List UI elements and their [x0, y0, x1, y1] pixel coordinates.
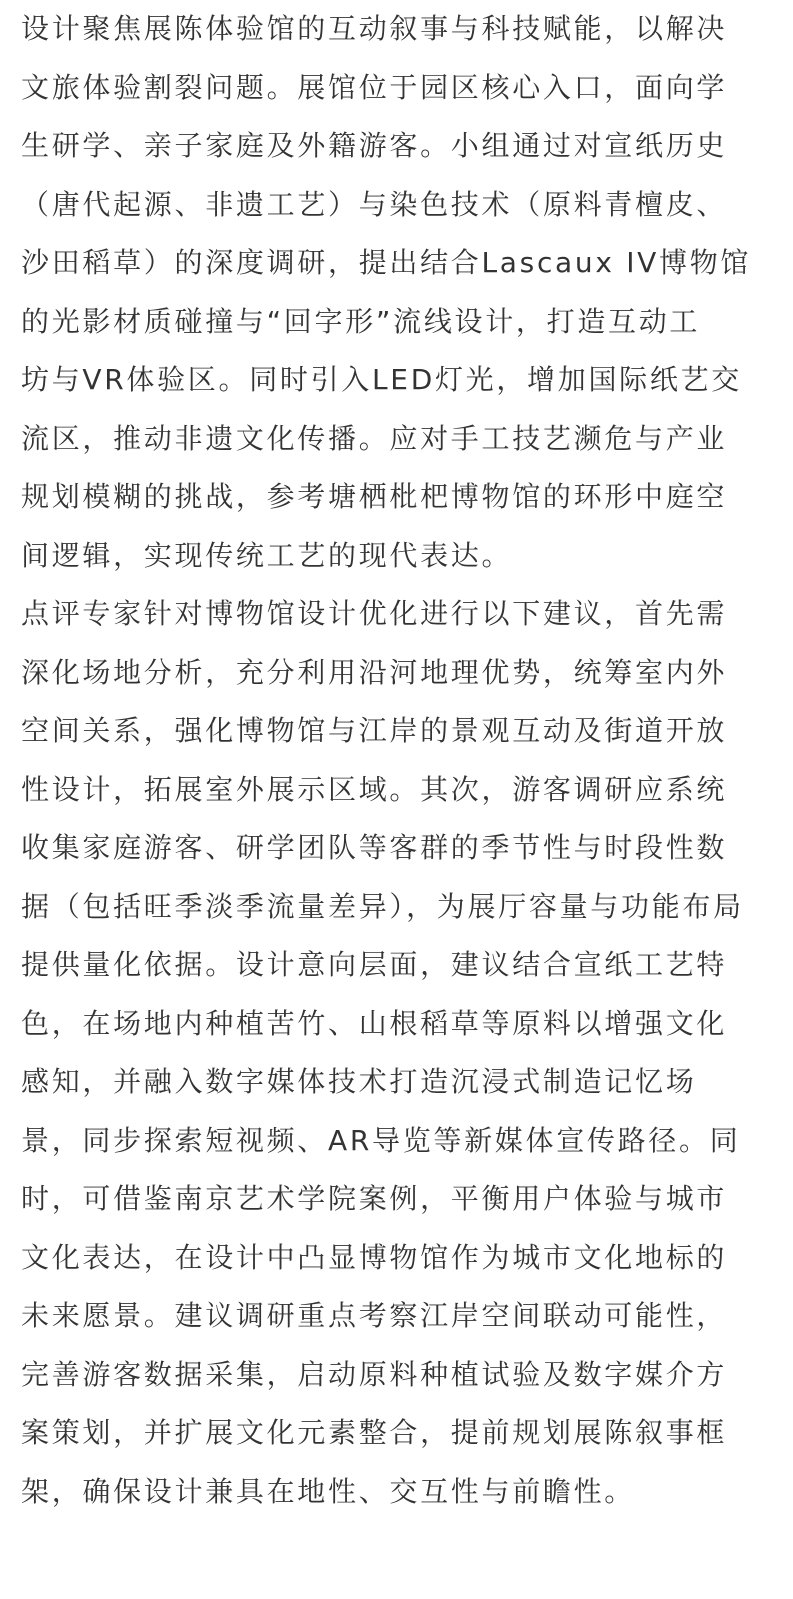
text-line: 的光影材质碰撞与“回字形”流线设计，打造互动工: [21, 304, 701, 338]
text-line: 景，同步探索短视频、AR导览等新媒体宣传路径。同: [21, 1123, 741, 1157]
text-line: 点评专家针对博物馆设计优化进行以下建议，首先需: [21, 597, 728, 630]
text-line: 设计聚焦展陈体验馆的互动叙事与科技赋能，以解决: [21, 12, 728, 45]
text-line: 提供量化依据。设计意向层面，建议结合宣纸工艺特: [21, 948, 728, 981]
text-line: 未来愿景。建议调研重点考察江岸空间联动可能性，: [21, 1299, 728, 1332]
text-line: 文化表达，在设计中凸显博物馆作为城市文化地标的: [21, 1240, 728, 1274]
text-line: 案策划，并扩展文化元素整合，提前规划展陈叙事框: [21, 1416, 728, 1449]
text-line: 完善游客数据采集，启动原料种植试验及数字媒介方: [21, 1357, 728, 1391]
text-line: 流区，推动非遗文化传播。应对手工技艺濒危与产业: [21, 421, 728, 455]
paragraph-project-description: [21, 0, 773, 585]
text-line: 坊与VR体验区。同时引入LED灯光，增加国际纸艺交: [21, 363, 742, 396]
text-line: 感知，并融入数字媒体技术打造沉浸式制造记忆场: [21, 1065, 697, 1098]
text-line: 收集家庭游客、研学团队等客群的季节性与时段性数: [21, 831, 728, 864]
article-body: [21, 0, 773, 1521]
text-line: 据（包括旺季淡季流量差异），为展厅容量与功能布局: [21, 889, 744, 923]
paragraph-expert-review: [21, 585, 773, 1521]
text-line: 空间关系，强化博物馆与江岸的景观互动及街道开放: [21, 714, 728, 747]
text-line: （唐代起源、非遗工艺）与染色技术（原料青檀皮、: [21, 187, 728, 221]
text-line: 色，在场地内种植苦竹、山根稻草等原料以增强文化: [21, 1006, 728, 1040]
text-line: 规划模糊的挑战，参考塘栖枇杷博物馆的环形中庭空: [21, 480, 728, 513]
text-line: 沙田稻草）的深度调研，提出结合Lascaux IV博物馆: [21, 246, 752, 279]
text-line: 间逻辑，实现传统工艺的现代表达。: [21, 538, 513, 572]
text-line: 架，确保设计兼具在地性、交互性与前瞻性。: [21, 1474, 636, 1508]
text-line: 文旅体验割裂问题。展馆位于园区核心入口，面向学: [21, 70, 728, 104]
text-line: 生研学、亲子家庭及外籍游客。小组通过对宣纸历史: [21, 129, 728, 162]
text-line: 时，可借鉴南京艺术学院案例，平衡用户体验与城市: [21, 1182, 728, 1215]
text-line: 深化场地分析，充分利用沿河地理优势，统筹室内外: [21, 655, 728, 689]
text-line: 性设计，拓展室外展示区域。其次，游客调研应系统: [21, 772, 728, 806]
